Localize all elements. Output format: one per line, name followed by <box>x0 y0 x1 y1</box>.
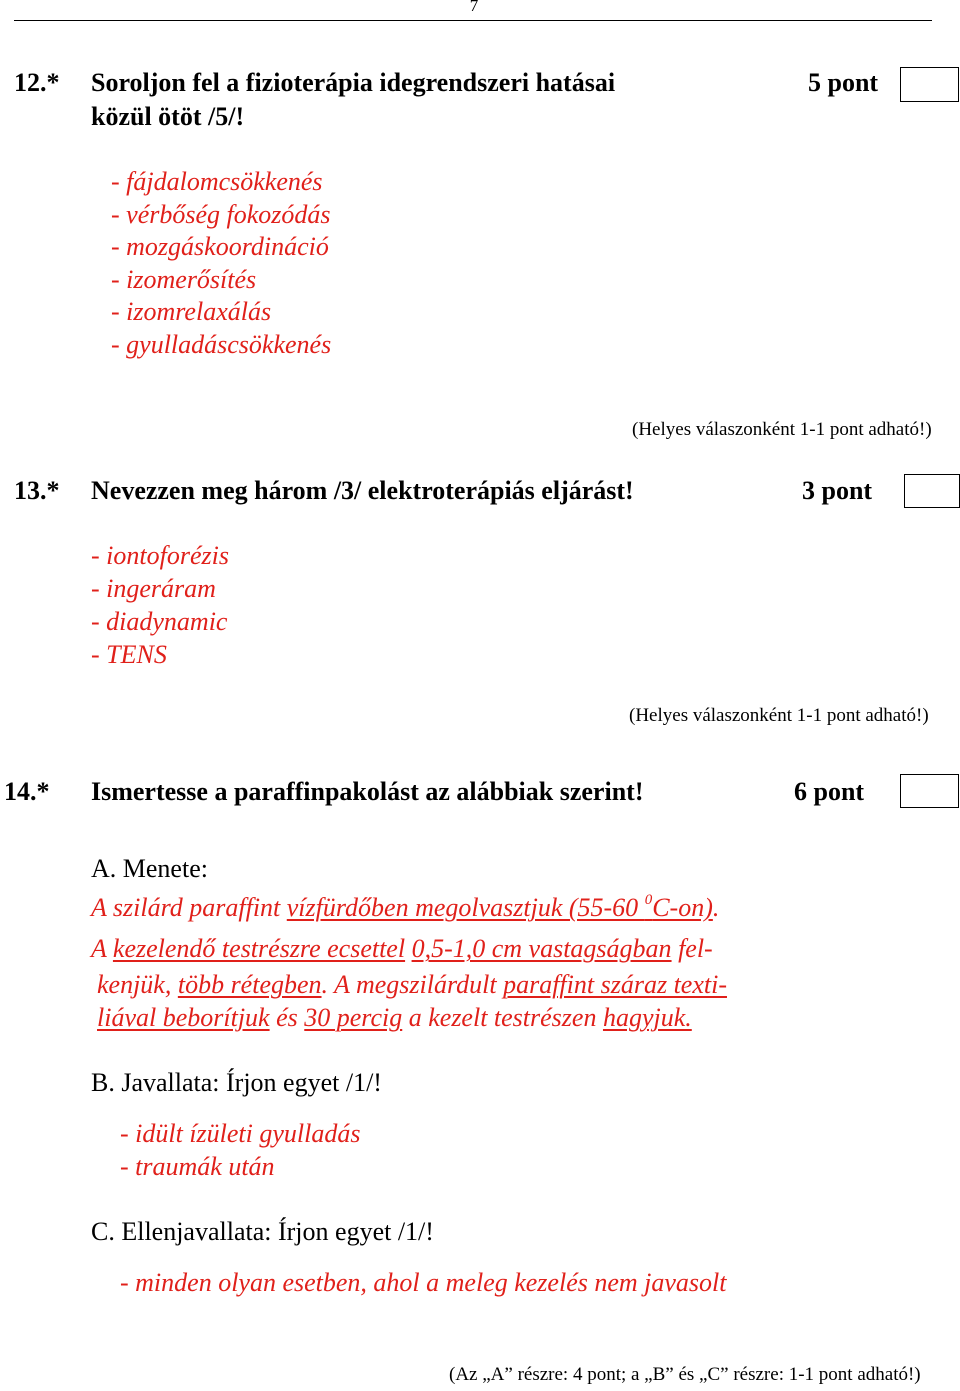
question-12-points: 5 pont <box>808 68 879 97</box>
answer-text-underlined: kezelendő testrészre ecsettel <box>112 934 406 963</box>
section-a-line3 <box>97 970 727 1000</box>
answer-item: - fájdalomcsökkenés <box>111 167 323 196</box>
answer-text: kenjük, <box>97 970 178 999</box>
question-13-number: 13.* <box>14 476 60 505</box>
answer-text-underlined: paraffint száraz texti- <box>503 970 727 999</box>
answer-text-underlined <box>287 893 713 922</box>
answer-text: vízfürdőben megolvasztjuk (55-60 <box>286 893 645 922</box>
section-a-line1 <box>91 893 719 923</box>
answer-item: - ingeráram <box>91 574 216 603</box>
answer-text-underlined: hagyjuk. <box>602 1003 692 1032</box>
question-13-text: Nevezzen meg három /3/ elektroterápiás eljárást! <box>91 476 634 505</box>
answer-text: és <box>269 1003 305 1032</box>
question-12-text-line1: Soroljon fel a fizioterápia idegrendszeri hatásai <box>91 68 616 97</box>
answer-item: - idült ízületi gyulladás <box>120 1119 361 1148</box>
answer-text-underlined: liával beborítjuk <box>97 1003 270 1032</box>
question-14-number: 14.* <box>4 777 50 806</box>
answer-text-underlined: 30 percig <box>304 1003 403 1032</box>
answer-text: A szilárd paraffint <box>91 893 287 922</box>
section-c-title: C. Ellenjavallata: Írjon egyet /1/! <box>91 1217 434 1246</box>
page-number: 7 <box>469 0 479 15</box>
answer-text: . <box>712 893 720 922</box>
section-b-title: B. Javallata: Írjon egyet /1/! <box>91 1068 382 1097</box>
answer-item: - mozgáskoordináció <box>111 232 329 261</box>
section-a-line2 <box>91 934 713 964</box>
answer-item: - TENS <box>91 640 167 669</box>
answer-item: - diadynamic <box>91 607 228 636</box>
question-13-points: 3 pont <box>802 476 873 505</box>
section-a-title: A. Menete: <box>91 854 208 883</box>
degree-superscript: 0 <box>644 892 653 908</box>
answer-item: - gyulladáscsökkenés <box>111 330 332 359</box>
answer-item: - traumák után <box>120 1152 275 1181</box>
question-13-score-box[interactable] <box>904 474 960 508</box>
answer-text-underlined: több rétegben <box>177 970 322 999</box>
question-13-scoring-note: (Helyes válaszonként 1-1 pont adható!) <box>629 705 929 726</box>
question-14-points: 6 pont <box>794 777 865 806</box>
answer-item: - iontoforézis <box>91 541 229 570</box>
answer-item: - izomrelaxálás <box>111 297 272 326</box>
answer-text: C-on) <box>652 893 713 922</box>
question-12-score-box[interactable] <box>900 67 959 102</box>
question-14-text: Ismertesse a paraffinpakolást az alábbiak szerint! <box>91 777 644 806</box>
question-14-scoring-note: (Az „A” részre: 4 pont; a „B” és „C” részre: 1-1 pont adható!) <box>449 1364 921 1385</box>
answer-text-underlined: 0,5-1,0 cm vastagságban <box>411 934 672 963</box>
answer-item: - izomerősítés <box>111 265 257 294</box>
answer-text: A <box>91 934 113 963</box>
question-12-scoring-note: (Helyes válaszonként 1-1 pont adható!) <box>632 419 932 440</box>
answer-item: - vérbőség fokozódás <box>111 200 331 229</box>
question-12-number: 12.* <box>14 68 60 97</box>
answer-text: fel- <box>671 934 713 963</box>
question-14-score-box[interactable] <box>900 774 959 808</box>
answer-item: - minden olyan esetben, ahol a meleg kezelés nem javasolt <box>120 1268 727 1297</box>
answer-text: a kezelt testrészen <box>402 1003 603 1032</box>
header-rule <box>14 20 932 21</box>
section-a-line4 <box>97 1003 692 1033</box>
answer-text: . A megszilárdult <box>321 970 504 999</box>
question-12-text-line2: közül ötöt /5/! <box>91 102 245 131</box>
